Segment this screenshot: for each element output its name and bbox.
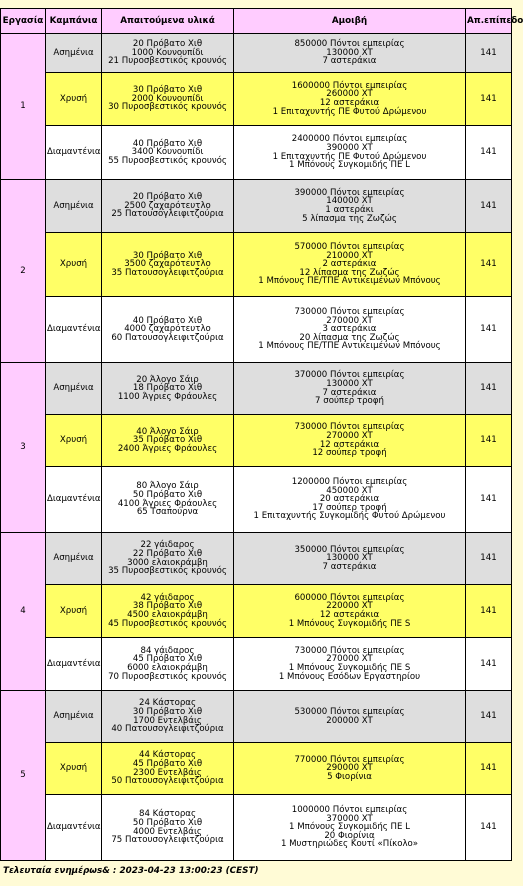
materials-cell: 84 γάιδαρος 45 Πρόβατο Χιθ 6000 ελαιοκράμβη 70 Πυροσβεστικός κρουνός (102, 638, 234, 691)
table-row (1, 34, 512, 73)
table-row (1, 585, 512, 638)
table-row (1, 126, 512, 180)
materials-cell: 42 γάιδαρος 38 Πρόβατο Χιθ 4500 ελαιοκράμβη 45 Πυροσβεστικός κρουνός (102, 585, 234, 638)
materials-cell: 22 γάιδαρος 22 Πρόβατο Χιθ 3000 ελαιοκράμβη 35 Πυροσβεστικός κρουνός (102, 533, 234, 585)
header-row (1, 9, 512, 34)
campaign-cell: Ασημένια (46, 34, 102, 73)
reward-cell: 730000 Πόντοι εμπειρίας 270000 XT 3 αστεράκια 20 λίπασμα της Ζωζώς 1 Μπόνους ΠΕ/ΤΠΕ Αντικειμένων Μπόνους (234, 297, 466, 363)
task-number: 4 (1, 533, 46, 691)
reward-cell: 1200000 Πόντοι εμπειρίας 450000 XT 20 αστεράκια 17 σούπερ τροφή 1 Επιταχυντής Συγκομιδής Φυτού Δρώμενου (234, 467, 466, 533)
header-reward: Αμοιβή (234, 9, 466, 34)
quest-table (0, 8, 523, 861)
task-number: 1 (1, 34, 46, 180)
header-campaign: Καμπάνια (46, 9, 102, 34)
materials-cell: 44 Κάστορας 45 Πρόβατο Χιθ 2300 Εντελβάις 50 Πατουσογλειφιτζούρια (102, 743, 234, 795)
table-row (1, 180, 512, 233)
reward-cell: 600000 Πόντοι εμπειρίας 220000 XT 12 αστεράκια 1 Μπόνους Συγκομιδής ΠΕ S (234, 585, 466, 638)
reward-cell: 1600000 Πόντοι εμπειρίας 260000 XT 12 αστεράκια 1 Επιταχυντής ΠΕ Φυτού Δρώμενου (234, 73, 466, 126)
level-cell: 141 (466, 73, 512, 126)
table-row (1, 297, 512, 363)
last-updated-text: Τελευταία ενημέρωs& : 2023-04-23 13:00:23 (CEST) (3, 866, 259, 876)
materials-cell: 40 Πρόβατο Χιθ 4000 ζαχαρότευτλο 60 Πατουσογλειφιτζούρια (102, 297, 234, 363)
reward-cell: 370000 Πόντοι εμπειρίας 130000 XT 7 αστεράκια 7 σούπερ τροφή (234, 363, 466, 415)
level-cell: 141 (466, 467, 512, 533)
reward-cell: 2400000 Πόντοι εμπειρίας 390000 XT 1 Επιταχυντής ΠΕ Φυτού Δρώμενου 1 Μπόνους Συγκομιδής ΠΕ L (234, 126, 466, 180)
table-row (1, 73, 512, 126)
level-cell: 141 (466, 691, 512, 743)
campaign-cell: Ασημένια (46, 180, 102, 233)
materials-cell: 40 Άλογο Σάιρ 35 Πρόβατο Χιθ 2400 Άγριες Φράουλες (102, 415, 234, 467)
level-cell: 141 (466, 638, 512, 691)
header-level: Απ.επίπεδο (466, 9, 512, 34)
materials-cell: 30 Πρόβατο Χιθ 2000 Κουνουπίδι 30 Πυροσβεστικός κρουνός (102, 73, 234, 126)
table-row (1, 743, 512, 795)
reward-cell: 570000 Πόντοι εμπειρίας 210000 XT 2 αστεράκια 12 λίπασμα της Ζωζώς 1 Μπόνους ΠΕ/ΤΠΕ Αντικειμένων Μπόνους (234, 233, 466, 297)
table-row (1, 363, 512, 415)
table-row (1, 233, 512, 297)
reward-cell: 770000 Πόντοι εμπειρίας 290000 XT 5 Φιορίνια (234, 743, 466, 795)
header-task: Εργασία (1, 9, 46, 34)
materials-cell: 24 Κάστορας 30 Πρόβατο Χιθ 1700 Εντελβάις 40 Πατουσογλειφιτζούρια (102, 691, 234, 743)
campaign-cell: Χρυσή (46, 585, 102, 638)
level-cell: 141 (466, 126, 512, 180)
campaign-cell: Χρυσή (46, 415, 102, 467)
campaign-cell: Χρυσή (46, 73, 102, 126)
materials-cell: 20 Πρόβατο Χιθ 1000 Κουνουπίδι 21 Πυροσβεστικός κρουνός (102, 34, 234, 73)
reward-cell: 530000 Πόντοι εμπειρίας 200000 XT (234, 691, 466, 743)
table-row (1, 533, 512, 585)
campaign-cell: Διαμαντένια (46, 795, 102, 861)
table-row (1, 415, 512, 467)
materials-cell: 20 Άλογο Σάιρ 18 Πρόβατο Χιθ 1100 Άγριες Φράουλες (102, 363, 234, 415)
campaign-cell: Ασημένια (46, 363, 102, 415)
table-row (1, 638, 512, 691)
level-cell: 141 (466, 743, 512, 795)
header-materials: Απαιτούμενα υλικά (102, 9, 234, 34)
materials-cell: 20 Πρόβατο Χιθ 2500 ζαχαρότευτλο 25 Πατουσογλειφιτζούρια (102, 180, 234, 233)
campaign-cell: Χρυσή (46, 743, 102, 795)
level-cell: 141 (466, 533, 512, 585)
level-cell: 141 (466, 363, 512, 415)
task-number: 2 (1, 180, 46, 363)
campaign-cell: Διαμαντένια (46, 638, 102, 691)
reward-cell: 730000 Πόντοι εμπειρίας 270000 XT 1 Μπόνους Συγκομιδής ΠΕ S 1 Μπόνους Εσόδων Εργαστηρίου (234, 638, 466, 691)
reward-cell: 390000 Πόντοι εμπειρίας 140000 XT 1 αστεράκι 5 λίπασμα της Ζωζώς (234, 180, 466, 233)
reward-cell: 730000 Πόντοι εμπειρίας 270000 XT 12 αστεράκια 12 σούπερ τροφή (234, 415, 466, 467)
level-cell: 141 (466, 297, 512, 363)
level-cell: 141 (466, 415, 512, 467)
task-number: 3 (1, 363, 46, 533)
campaign-cell: Διαμαντένια (46, 467, 102, 533)
materials-cell: 84 Κάστορας 50 Πρόβατο Χιθ 4000 Εντελβάις 75 Πατουσογλειφιτζούρια (102, 795, 234, 861)
reward-cell: 1000000 Πόντοι εμπειρίας 370000 XT 1 Μπόνους Συγκομιδής ΠΕ L 20 Φιορίνια 1 Μυστηριώδες Κουτί «Πίκολο» (234, 795, 466, 861)
materials-cell: 80 Άλογο Σάιρ 50 Πρόβατο Χιθ 4100 Άγριες Φράουλες 65 Τσαπούρνα (102, 467, 234, 533)
campaign-cell: Ασημένια (46, 691, 102, 743)
campaign-cell: Διαμαντένια (46, 126, 102, 180)
level-cell: 141 (466, 180, 512, 233)
materials-cell: 30 Πρόβατο Χιθ 3500 ζαχαρότευτλο 35 Πατουσογλειφιτζούρια (102, 233, 234, 297)
materials-cell: 40 Πρόβατο Χιθ 3400 Κουνουπίδι 55 Πυροσβεστικός κρουνός (102, 126, 234, 180)
level-cell: 141 (466, 585, 512, 638)
campaign-cell: Διαμαντένια (46, 297, 102, 363)
campaign-cell: Χρυσή (46, 233, 102, 297)
level-cell: 141 (466, 795, 512, 861)
reward-cell: 350000 Πόντοι εμπειρίας 130000 XT 7 αστεράκια (234, 533, 466, 585)
campaign-cell: Ασημένια (46, 533, 102, 585)
task-number: 5 (1, 691, 46, 861)
table-row (1, 795, 512, 861)
table-row (1, 691, 512, 743)
reward-cell: 850000 Πόντοι εμπειρίας 130000 XT 7 αστεράκια (234, 34, 466, 73)
level-cell: 141 (466, 233, 512, 297)
table-row (1, 467, 512, 533)
level-cell: 141 (466, 34, 512, 73)
